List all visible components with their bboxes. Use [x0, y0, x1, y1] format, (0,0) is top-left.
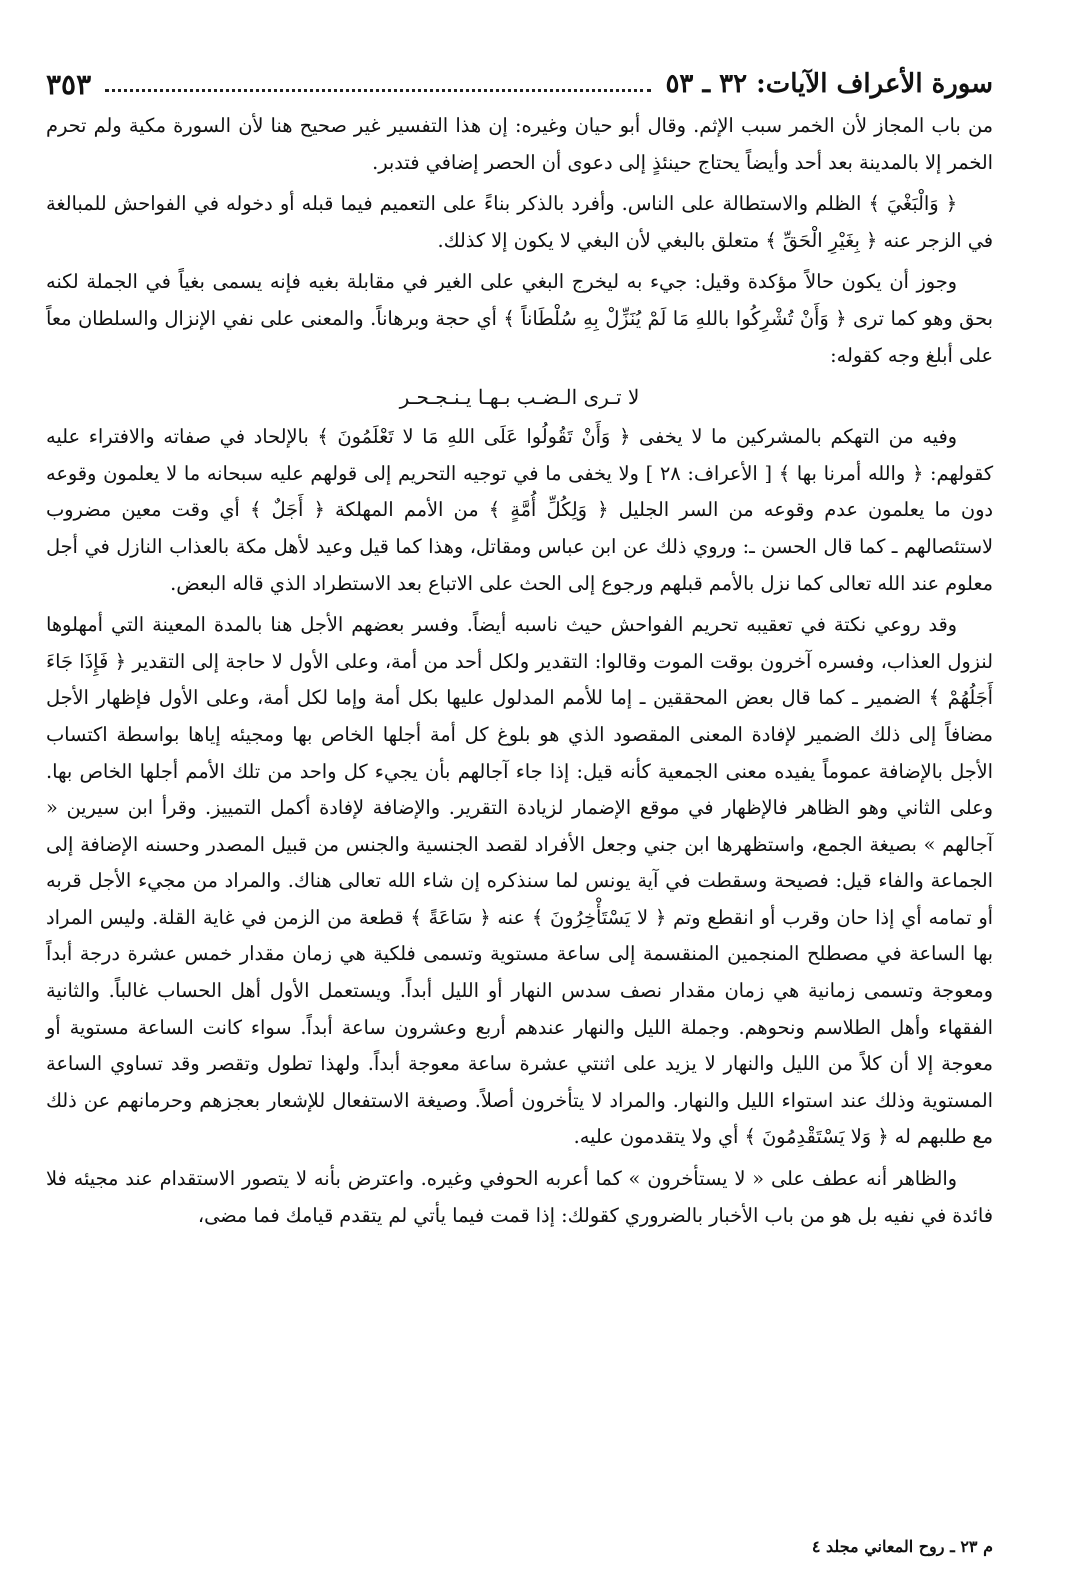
paragraph: والظاهر أنه عطف على « لا يستأخرون » كما أعربه الحوفي وغيره. واعترض بأنه لا يتصور الاستقدام عند مجيئه فلا فائدة في نفيه بل هو من باب الأخبار بالضروري كقولك: إذا قمت فيما يأتي لم يتقدم قيامك فما مضى، [46, 1167, 993, 1227]
running-title: سورة الأعراف الآيات: ٣٢ ـ ٥٣ [665, 69, 993, 99]
header-dot-leader [105, 89, 651, 92]
paragraph: من باب المجاز لأن الخمر سبب الإثم. وقال أبو حيان وغيره: إن هذا التفسير غير صحيح هنا لأن السورة مكية ولم تحرم الخمر إلا بالمدينة بعد أحد وأيضاً يحتاج حينئذٍ إلى دعوى أن الحصر إضافي فتدبر. [46, 114, 993, 174]
paragraph: وقد روعي نكتة في تعقيبه تحريم الفواحش حيث ناسبه أيضاً. وفسر بعضهم الأجل هنا بالمدة المعينة التي أمهلوها لنزول العذاب، وفسره آخرون بوقت الموت وقالوا: التقدير ولكل أحد من أمة، وعلى الأول لا حاجة إلى التقدير ﴿ فَإِذَا جَاءَ أَجَلُهُمْ ﴾ الضمير ـ كما قال بعض المحققين ـ إما للأمم المدلول عليها بكل أمة وإما لكل أمة، وعلى الأول فإظهار الأجل مضافاً إلى ذلك الضمير لإفادة المعنى المقصود الذي هو بلوغ كل أمة أجلها الخاص بها ومجيئه إياها بواسطة اكتساب الأجل بالإضافة عموماً يفيده معنى الجمعية كأنه قيل: إذا جاء آجالهم بأن يجيء كل واحد من تلك الأمم أجلها الخاص بها. وعلى الثاني وهو الظاهر فالإظهار في موقع الإضمار لزيادة التقرير. والإضافة لإفادة أكمل التمييز. وقرأ ابن سيرين « آجالهم » بصيغة الجمع، واستظهرها ابن جني وجعل الأفراد لقصد الجنسية والجنس من قبيل المصدر وحسنه الإضافة إلى الجماعة والفاء قيل: فصيحة وسقطت في آية يونس لما سنذكره إن شاء الله تعالى هناك. والمراد من مجيء الأجل قربه أو تمامه أي إذا حان وقرب أو انقطع وتم ﴿ لا يَسْتَأْخِرُونَ ﴾ عنه ﴿ سَاعَةً ﴾ قطعة من الزمن في غاية القلة. وليس المراد بها الساعة في مصطلح المنجمين المنقسمة إلى ساعة مستوية وتسمى فلكية هي زمان مقدار خمس عشرة درجة أبداً ومعوجة وتسمى زمانية هي زمان مقدار نصف سدس النهار أو الليل أبداً. ويستعمل الأول أهل الحساب غالباً. والثانية الفقهاء وأهل الطلاسم ونحوهم. وجملة الليل والنهار عندهم أربع وعشرون ساعة أبداً. سواء كانت الساعة مستوية أو معوجة إلا أن كلاً من الليل والنهار لا يزيد على اثنتي عشرة ساعة معوجة أبداً. ولهذا تطول وتقصر وقد تساوي الساعة المستوية وذلك عند استواء الليل والنهار. والمراد لا يتأخرون أصلاً. وصيغة الاستفعال للإشعار بعجزهم وحرمانهم عن ذلك مع طلبهم له ﴿ وَلا يَسْتَقْدِمُونَ ﴾ أي ولا يتقدمون عليه. [46, 613, 993, 1149]
poetry-verse: لا تـرى الـضـب بـهـا يـنـجـحـر [399, 385, 640, 410]
paragraph: وجوز أن يكون حالاً مؤكدة وقيل: جيء به ليخرج البغي على الغير في مقابلة بغيه فإنه يسمى بغياً في الجملة لكنه بحق وهو كما ترى ﴿ وَأَنْ تُشْرِكُوا باللهِ مَا لَمْ يُنَزِّلْ بِهِ سُلْطَاناً ﴾ أي حجة وبرهاناً. والمعنى على نفي الإنزال والسلطان معاً على أبلغ وجه كقوله: [46, 270, 993, 367]
page-number: ٣٥٣ [46, 67, 92, 101]
paragraph: وفيه من التهكم بالمشركين ما لا يخفى ﴿ وَأَنْ تَقُولُوا عَلَى اللهِ مَا لا تَعْلَمُونَ ﴾ بالإلحاد في صفاته والافتراء عليه كقولهم: ﴿ والله أمرنا بها ﴾ [ الأعراف: ٢٨ ] ولا يخفى ما في توجيه التحريم إلى قولهم عليه سبحانه ما لا يعلمون وقوعه دون ما يعلمون عدم وقوعه من السر الجليل ﴿ وَلِكُلِّ أُمَّةٍ ﴾ من الأمم المهلكة ﴿ أَجَلٌ ﴾ أي وقت معين مضروب لاستئصالهم ـ كما قال الحسن ـ: وروي ذلك عن ابن عباس ومقاتل، وهذا كما قيل وعيد لأهل مكة بالعذاب النازل في أجل معلوم عند الله تعالى كما نزل بالأمم قبلهم ورجوع إلى الحث على الاتباع بعد الاستطراد الذي قاله البعض. [46, 425, 993, 595]
body-text [46, 108, 993, 1234]
footer-signature: م ٢٣ ـ روح المعاني مجلد ٤ [811, 1537, 993, 1556]
paragraph: ﴿ وَالْبَغْيَ ﴾ الظلم والاستطالة على الناس. وأفرد بالذكر بناءً على التعميم فيما قبله أو دخوله في الفواحش للمبالغة في الزجر عنه ﴿ بِغَيْرِ الْحَقِّ ﴾ متعلق بالبغي لأن البغي لا يكون إلا كذلك. [46, 192, 993, 252]
page-header [46, 60, 993, 108]
